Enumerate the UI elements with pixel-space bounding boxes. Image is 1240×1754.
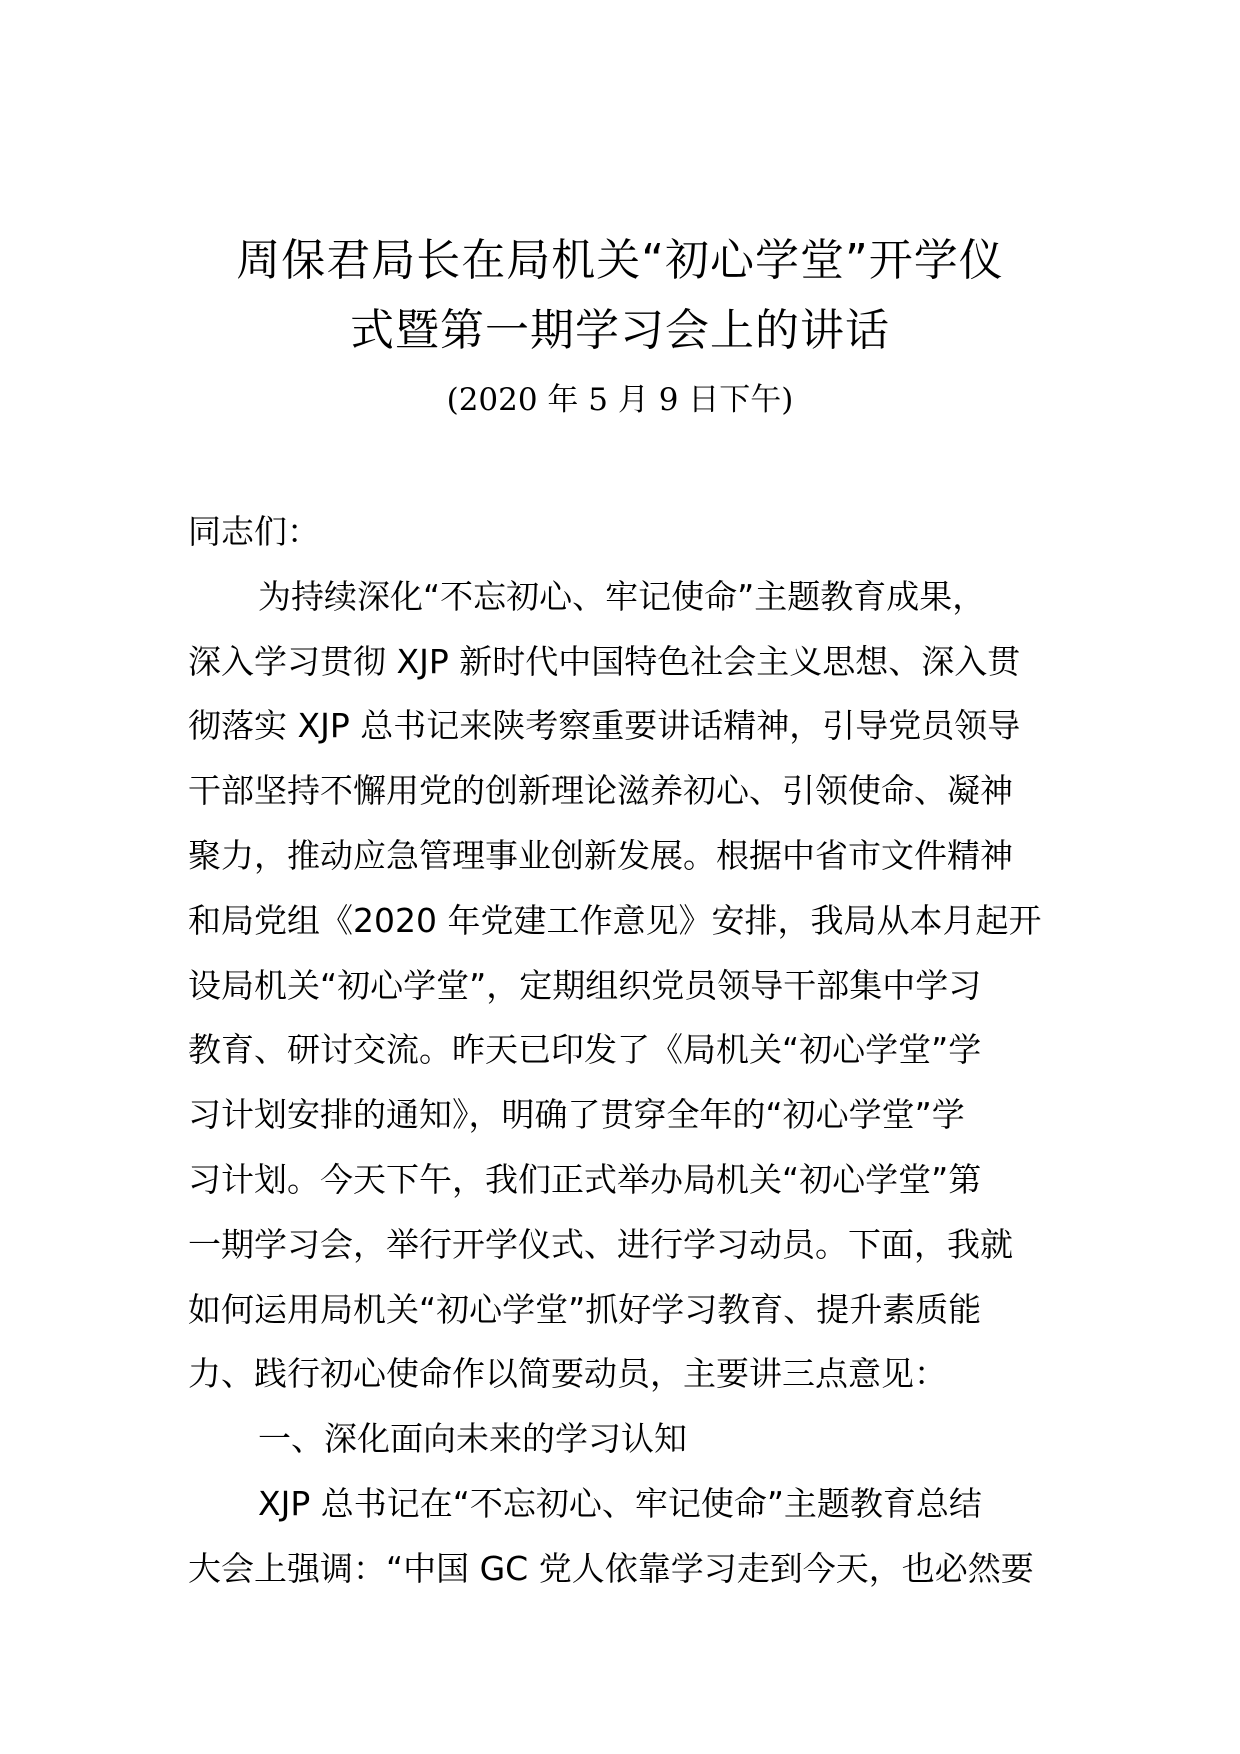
paragraph-line: 一期学习会，举行开学仪式、进行学习动员。下面，我就 <box>188 1224 1013 1264</box>
paragraph-line: 力、践行初心使命作以简要动员，主要讲三点意见： <box>188 1354 947 1394</box>
paragraph-line: XJP 总书记在“不忘初心、牢记使命”主题教育总结 <box>258 1483 982 1523</box>
paragraph-line: 如何运用局机关“初心学堂”抓好学习教育、提升素质能 <box>188 1289 982 1329</box>
speech-body <box>188 500 1052 1602</box>
paragraph-line: 干部坚持不懈用党的创新理论滋养初心、引领使命、凝神 <box>188 771 1013 811</box>
paragraph-line: 聚力，推动应急管理事业创新发展。根据中省市文件精神 <box>188 835 1013 875</box>
paragraph-line: 设局机关“初心学堂”，定期组织党员领导干部集中学习 <box>188 965 982 1005</box>
paragraph-line: 习计划安排的通知》，明确了贯穿全年的“初心学堂”学 <box>188 1095 965 1135</box>
title-line-2: 式暨第一期学习会上的讲话 <box>350 305 890 356</box>
paragraph-line: 为持续深化“不忘初心、牢记使命”主题教育成果， <box>258 576 986 616</box>
title-line-1: 周保君局长在局机关“初心学堂”开学仪 <box>236 235 1004 286</box>
paragraph-line: 大会上强调：“中国 GC 党人依靠学习走到今天，也必然要 <box>188 1548 1034 1588</box>
section-heading: 一、深化面向未来的学习认知 <box>258 1419 687 1459</box>
salutation: 同志们： <box>188 512 320 551</box>
paragraph-line: 深入学习贯彻 XJP 新时代中国特色社会主义思想、深入贯 <box>188 641 1021 681</box>
speech-date: (2020 年 5 月 9 日下午) <box>446 382 794 418</box>
paragraph-line: 彻落实 XJP 总书记来陕考察重要讲话精神，引导党员领导 <box>188 706 1021 746</box>
paragraph-line: 习计划。今天下午，我们正式举办局机关“初心学堂”第 <box>188 1159 982 1199</box>
paragraph-line: 和局党组《2020 年党建工作意见》安排，我局从本月起开 <box>188 900 1042 940</box>
document-title <box>188 226 1052 420</box>
paragraph-line: 教育、研讨交流。昨天已印发了《局机关“初心学堂”学 <box>188 1030 982 1070</box>
